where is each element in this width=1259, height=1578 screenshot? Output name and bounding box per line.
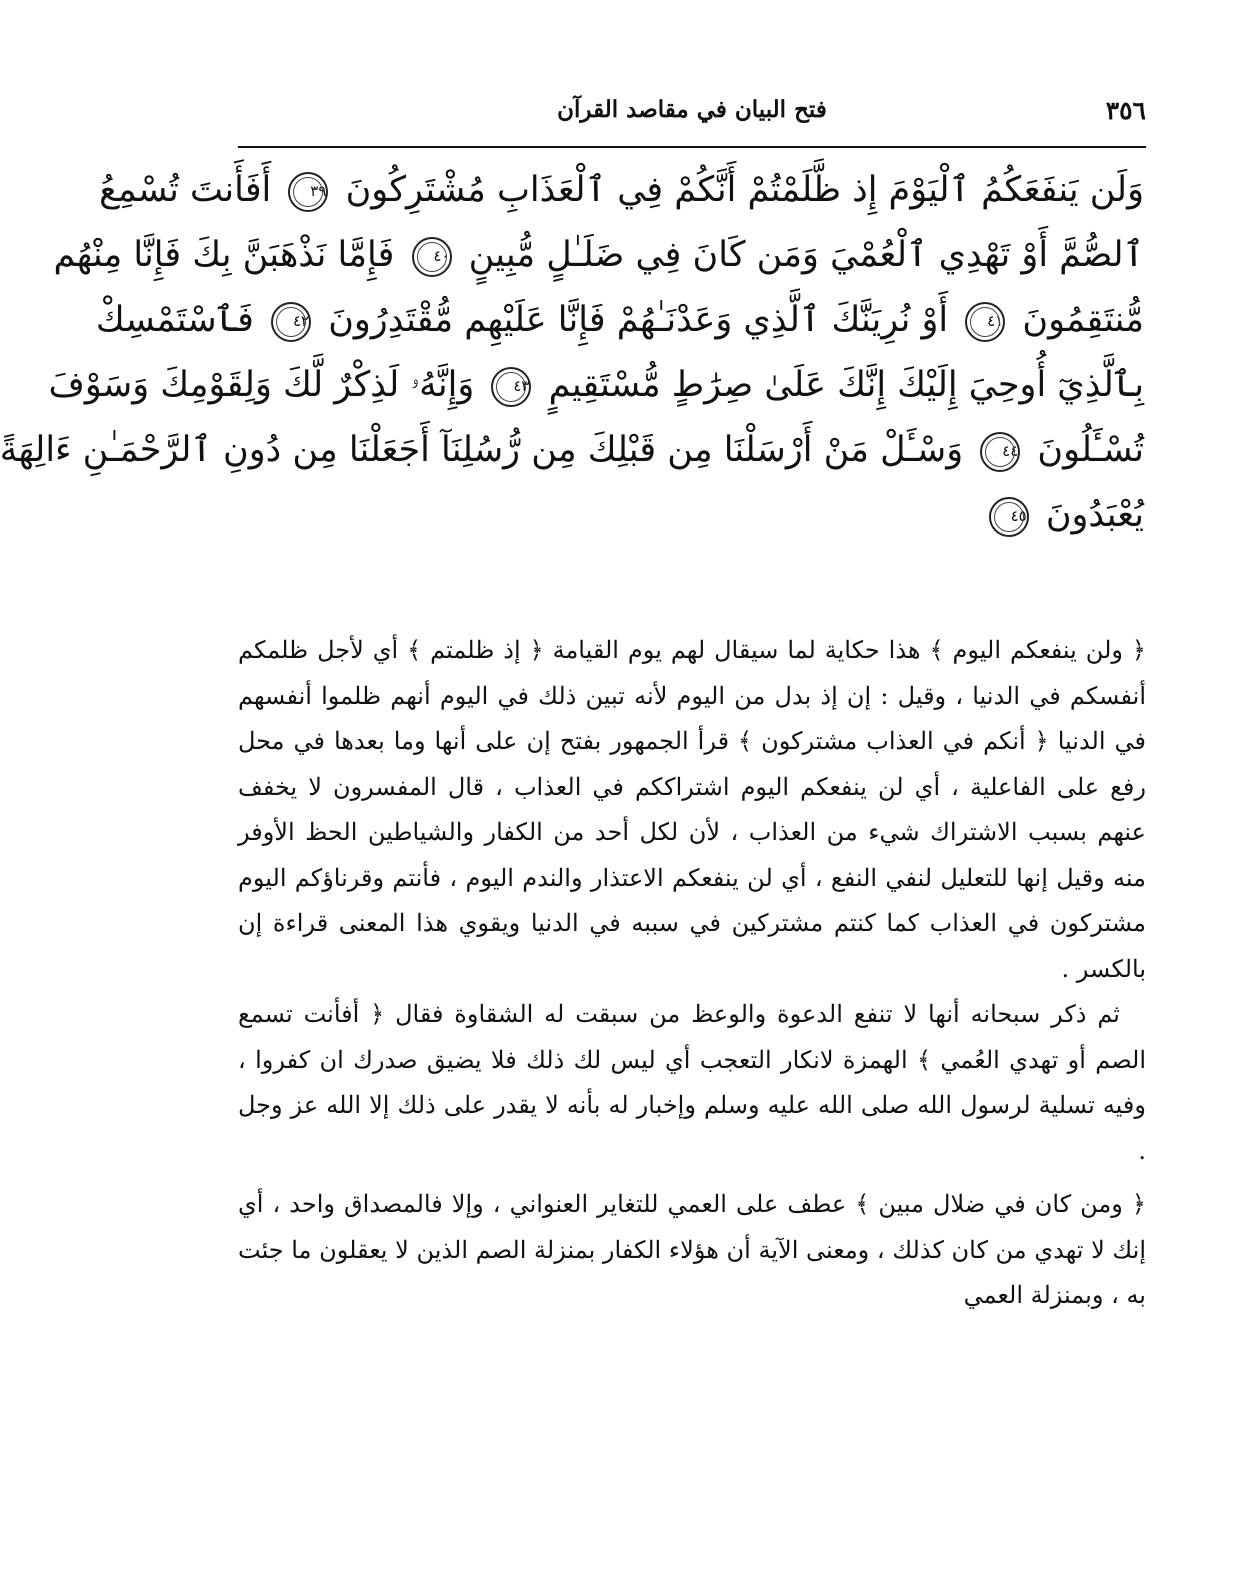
book-title: فتح البيان في مقاصد القرآن	[557, 96, 827, 123]
quran-line	[53, 223, 1144, 288]
quran-line	[99, 158, 1144, 223]
quran-text: وَسْـَٔلْ مَنْ أَرْسَلْنَا مِن قَبْلِكَ مِن رُّسُلِنَآ أَجَعَلْنَا مِن دُونِ ٱلرَّحْمَـٰنِ ءَالِهَةً	[0, 430, 964, 470]
quran-text: مُّنتَقِمُونَ	[1022, 300, 1144, 340]
quran-text: ٱلصُّمَّ أَوْ تَهْدِي ٱلْعُمْيَ وَمَن كَانَ فِي ضَلَـٰلٍ مُّبِينٍ	[468, 235, 1144, 275]
quran-text: تُسْـَٔلُونَ	[1037, 430, 1144, 470]
commentary-paragraph: ﴿ ولن ينفعكم اليوم ﴾ هذا حكاية لما سيقال لهم يوم القيامة ﴿ إذ ظلمتم ﴾ أي لأجل ظلمكم أنفسكم في الدنيا ، وقيل : إن إذ بدل من اليوم لأنه تبين ذلك في اليوم أنهم ظلموا أنفسهم في الدنيا ﴿ أنكم في العذاب مشتركون ﴾ قرأ الجمهور بفتح إن على أنها وما بعدها في محل رفع على الفاعلية ، أي لن ينفعكم اليوم اشتراككم في العذاب ، قال المفسرون لا يخفف عنهم بسبب الاشتراك شيء من العذاب ، لأن لكل أحد من الكفار والشياطين الحظ الأوفر منه وقيل إنها للتعليل لنفي النفع ، أي لن ينفعكم الاعتذار والندم اليوم ، فأنتم وقرناؤكم اليوم مشتركون في العذاب كما كنتم مشتركين في سببه في الدنيا ويقوي هذا المعنى قراءة إن بالكسر .	[238, 636, 1147, 983]
header-rule	[238, 146, 1146, 148]
quran-text: وَإِنَّهُۥ لَذِكْرٌ لَّكَ وَلِقَوْمِكَ وَسَوْفَ	[48, 365, 475, 405]
quran-line	[48, 353, 1144, 418]
ayah-number-marker: ٤١	[965, 302, 1005, 342]
quran-text: وَلَن يَنفَعَكُمُ ٱلْيَوْمَ إِذ ظَّلَمْتُمْ أَنَّكُمْ فِي ٱلْعَذَابِ مُشْتَرِكُونَ	[345, 170, 1144, 210]
book-page	[0, 92, 1147, 1309]
quran-text: أَفَأَنتَ تُسْمِعُ	[99, 170, 272, 210]
quran-line	[95, 288, 1144, 353]
page-number: ٣٥٦	[1105, 96, 1146, 125]
ayah-number-marker: ٤٥	[989, 497, 1029, 537]
quran-text-block	[0, 158, 1144, 548]
commentary-paragraph: ﴿ ومن كان في ضلال مبين ﴾ عطف على العمي للتغاير العنواني ، وإلا فالمصداق واحد ، أي إنك لا تهدي من كان كذلك ، ومعنى الآية أن هؤلاء الكفار بمنزلة الصم الذين لا يعقلون ما جئت به ، وبمنزلة العمي	[238, 1190, 1146, 1309]
ayah-number-marker: ٤٢	[271, 302, 311, 342]
ayah-number-marker: ٤٣	[491, 367, 531, 407]
commentary-paragraph: ثم ذكر سبحانه أنها لا تنفع الدعوة والوعظ من سبقت له الشقاوة فقال ﴿ أفأنت تسمع الصم أو تهدي العُمي ﴾ الهمزة لانكار التعجب أي ليس لك ذلك فلا يضيق صدرك ان كفروا ، وفيه تسلية لرسول الله صلى الله عليه وسلم وإخبار له بأنه لا يقدر على ذلك إلا الله عز وجل .	[238, 1000, 1146, 1165]
quran-text: فَٱسْتَمْسِكْ	[95, 300, 254, 340]
quran-text: بِٱلَّذِيٓ أُوحِيَ إِلَيْكَ إِنَّكَ عَلَىٰ صِرَٰطٍ مُّسْتَقِيمٍ	[548, 365, 1144, 405]
quran-line	[0, 418, 1144, 483]
quran-line	[238, 483, 1144, 548]
ayah-number-marker: ٤٤	[980, 432, 1020, 472]
quran-text: أَوْ نُرِيَنَّكَ ٱلَّذِي وَعَدْنَـٰهُمْ فَإِنَّا عَلَيْهِم مُّقْتَدِرُونَ	[328, 300, 949, 340]
quran-text: يُعْبَدُونَ	[1045, 495, 1144, 535]
ayah-number-marker: ٤٠	[412, 237, 452, 277]
commentary-block	[238, 628, 1146, 1319]
quran-text: فَإِمَّا نَذْهَبَنَّ بِكَ فَإِنَّا مِنْهُم	[53, 235, 395, 275]
ayah-number-marker: ٣٩	[288, 172, 328, 212]
page-header	[238, 92, 1146, 136]
